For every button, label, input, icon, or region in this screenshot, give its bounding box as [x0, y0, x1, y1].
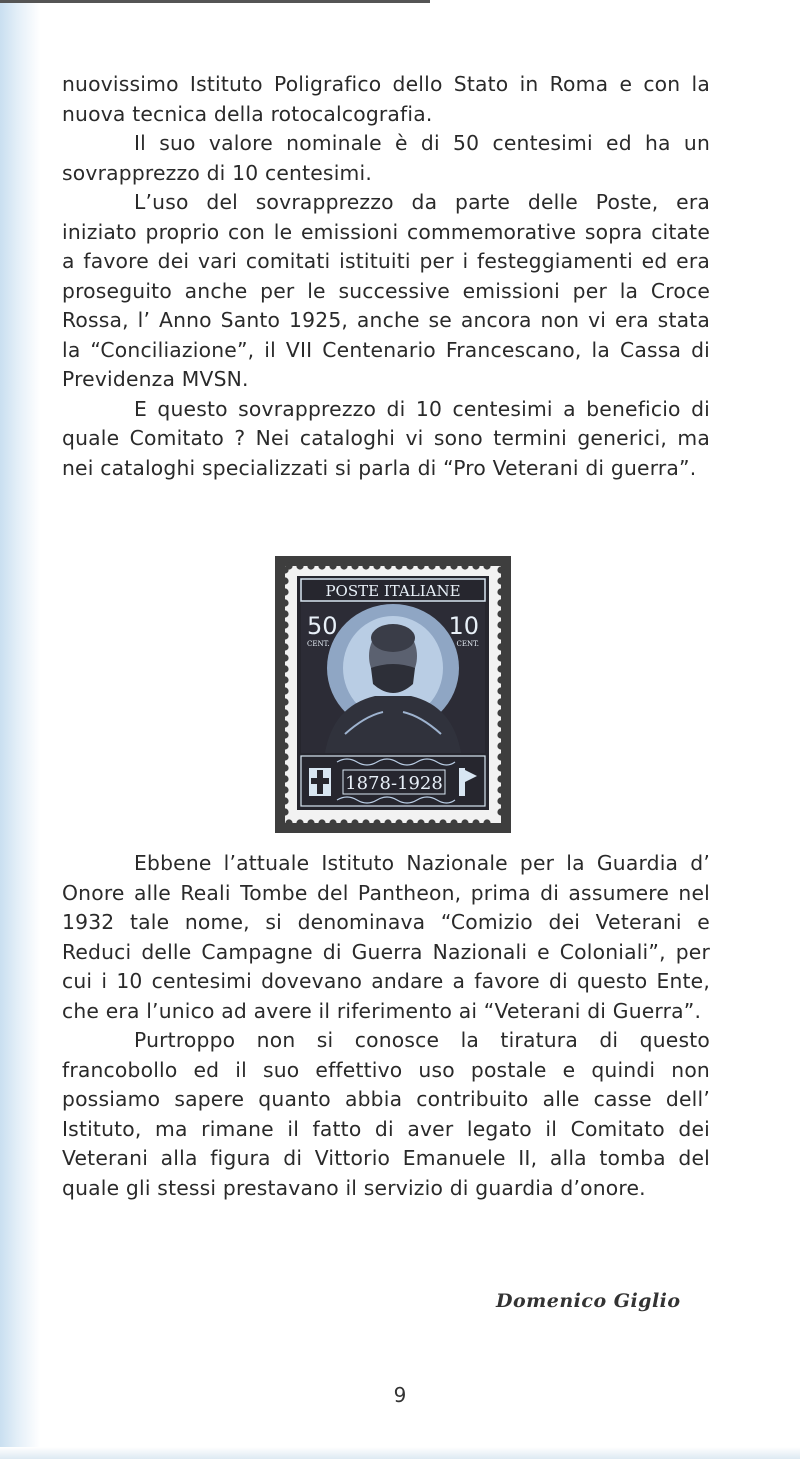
stamp-header-text: POSTE ITALIANE: [325, 582, 461, 600]
stamp-value-left-unit: CENT.: [307, 640, 330, 648]
text-block-top: [62, 70, 710, 483]
top-rule: [0, 0, 430, 3]
stamp-value-right-unit: CENT.: [456, 640, 479, 648]
stamp-years: 1878-1928: [345, 773, 443, 794]
paragraph: L’uso del sovrapprezzo da parte delle Poste, era iniziato proprio con le emissioni commemorative sopra citate a favore dei vari comitati istituiti per i festeggiamenti ed era proseguito anche per le successive emissioni per la Croce Rossa, l’ Anno Santo 1925, anche se ancora non vi era stata la “Conciliazione”, il VII Centenario Francescano, la Cassa di Previdenza MVSN.: [62, 190, 710, 391]
page-left-edge-shading: [0, 0, 40, 1459]
paragraph: nuovissimo Istituto Poligrafico dello Stato in Roma e con la nuova tecnica della rotocalcografia.: [62, 72, 710, 126]
stamp-value-left: 50: [307, 612, 338, 640]
paragraph: Purtroppo non si conosce la tiratura di questo francobollo ed il suo effettivo uso postale e quindi non possiamo sapere quanto abbia contribuito alle casse dell’ Istituto, ma rimane il fatto di aver legato il Comitato dei Veterani alla figura di Vittorio Emanuele II, alla tomba del quale gli stessi prestavano il servizio di guardia d’onore.: [62, 1028, 710, 1200]
portrait-hair: [371, 624, 415, 652]
stamp-value-right: 10: [448, 612, 479, 640]
text-block-bottom: [62, 849, 710, 1203]
stamp-illustration: [275, 556, 511, 833]
paragraph: Ebbene l’attuale Istituto Nazionale per la Guardia d’ Onore alle Reali Tombe del Pantheon, prima di assumere nel 1932 tale nome, si denominava “Comizio dei Veterani e Reduci delle Campagne di Guerra Nazionali e Coloniali”, per cui i 10 centesimi dovevano andare a favore di questo Ente, che era l’unico ad avere il riferimento ai “Veterani di Guerra”.: [62, 851, 710, 1023]
author-signature: Domenico Giglio: [496, 1290, 681, 1312]
page-number: 9: [393, 1383, 407, 1407]
page-bottom-edge: [0, 1447, 800, 1459]
stamp-image: [275, 556, 511, 833]
paragraph: Il suo valore nominale è di 50 centesimi ed ha un sovrapprezzo di 10 centesimi.: [62, 131, 710, 185]
savoy-cross-icon: [309, 768, 331, 796]
paragraph: E questo sovrapprezzo di 10 centesimi a beneficio di quale Comitato ? Nei cataloghi vi sono termini generici, ma nei cataloghi specializzati si parla di “Pro Veterani di guerra”.: [62, 396, 710, 480]
